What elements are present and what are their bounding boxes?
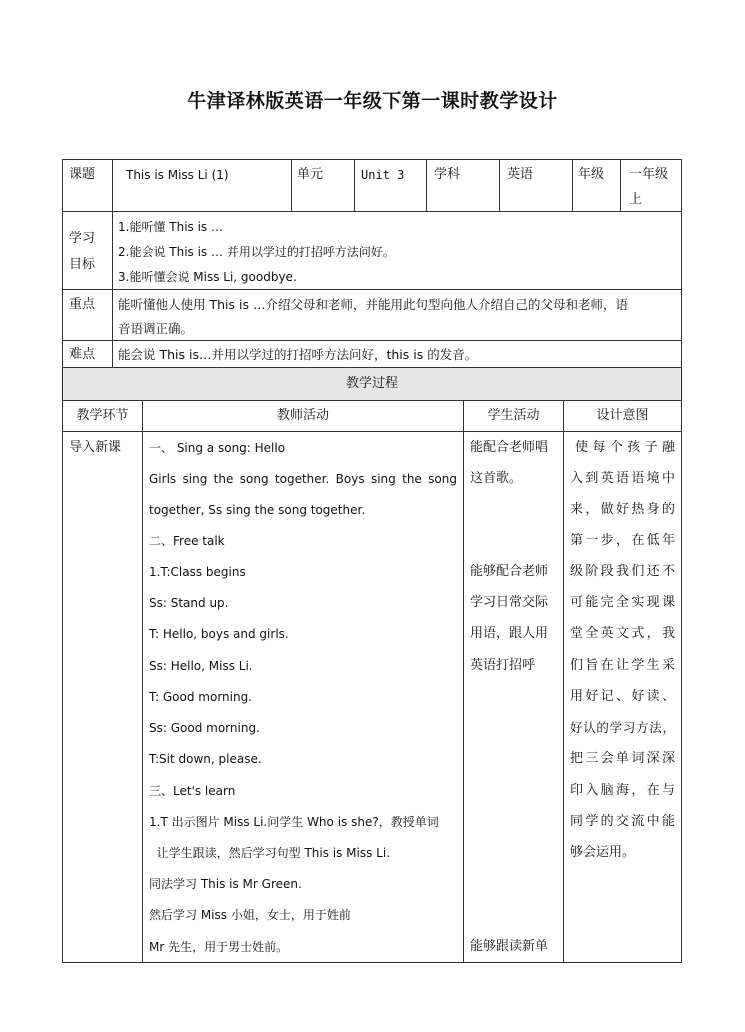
unit-value: Unit 3 bbox=[361, 168, 405, 182]
teacher-line: 让学生跟读，然后学习句型 This is Miss Li. bbox=[149, 846, 391, 860]
student-line: 能配合老师唱 bbox=[470, 440, 549, 455]
student-line: 英语打招呼 bbox=[470, 658, 536, 673]
table-border-right bbox=[681, 159, 682, 963]
col-divider bbox=[572, 159, 573, 211]
teacher-line: T: Good morning. bbox=[149, 690, 253, 704]
subject-label: 学科 bbox=[434, 167, 461, 182]
col-divider bbox=[499, 159, 500, 211]
col-divider bbox=[142, 400, 143, 963]
col-divider bbox=[112, 159, 113, 367]
design-line: 堂全英文式，我 bbox=[570, 626, 675, 641]
design-line: 把三会单词深深 bbox=[570, 751, 675, 766]
student-line: 能够跟读新单 bbox=[470, 939, 549, 954]
student-line: 能够配合老师 bbox=[470, 564, 549, 579]
column-header-teacher: 教师活动 bbox=[276, 408, 329, 423]
teacher-line: 二、Free talk bbox=[149, 534, 225, 548]
goal-item: 1.能听懂 This is … bbox=[118, 220, 224, 234]
design-line: 来，做好热身的 bbox=[570, 502, 675, 517]
design-line: 用好记、好读、 bbox=[570, 689, 675, 704]
col-divider bbox=[354, 159, 355, 211]
row-divider bbox=[62, 431, 682, 432]
student-line: 这首歌。 bbox=[470, 471, 523, 486]
student-line: 学习日常交际 bbox=[470, 595, 549, 610]
key-points-line1: 能听懂他人使用 This is …介绍父母和老师，并能用此句型向他人介绍自己的父母和老师，语 bbox=[118, 297, 628, 312]
col-divider bbox=[463, 400, 464, 963]
design-line: 可能完全实现课 bbox=[570, 595, 675, 610]
page-title: 牛津译林版英语一年级下第一课时教学设计 bbox=[187, 90, 558, 112]
unit-label: 单元 bbox=[297, 167, 324, 182]
teacher-line: 一、 Sing a song: Hello bbox=[149, 441, 286, 455]
process-header: 教学过程 bbox=[345, 376, 398, 391]
key-points-label: 重点 bbox=[69, 297, 96, 312]
topic-value: This is Miss Li (1) bbox=[126, 168, 229, 182]
column-header-design: 设计意图 bbox=[596, 408, 649, 423]
key-points-line2: 音语调正确。 bbox=[118, 321, 194, 336]
teacher-line: Ss: Good morning. bbox=[149, 721, 260, 735]
table-border-bottom bbox=[62, 962, 682, 963]
column-header-student: 学生活动 bbox=[487, 408, 540, 423]
teacher-line: Mr 先生，用于男士姓前。 bbox=[149, 940, 289, 954]
teacher-line: Ss: Hello, Miss Li. bbox=[149, 659, 253, 673]
row-divider bbox=[62, 211, 682, 212]
teacher-line: 然后学习 Miss 小姐，女士，用于姓前 bbox=[149, 908, 351, 922]
difficulties-label: 难点 bbox=[69, 347, 96, 362]
teacher-line: Girls sing the song together. Boys sing the song bbox=[149, 472, 457, 486]
goals-label-line1: 学习 bbox=[69, 231, 96, 246]
col-divider bbox=[563, 400, 564, 963]
difficulties-text: 能会说 This is…并用以学过的打招呼方法问好，this is 的发音。 bbox=[118, 347, 478, 362]
student-line: 用语，跟人用 bbox=[470, 626, 549, 641]
col-divider bbox=[426, 159, 427, 211]
row-divider bbox=[62, 340, 682, 341]
design-line: 够会运用。 bbox=[570, 845, 636, 860]
teacher-line: 1.T:Class begins bbox=[149, 565, 246, 579]
grade-label: 年级 bbox=[578, 167, 605, 182]
design-line: 好认的学习方法， bbox=[570, 720, 675, 735]
design-line: 们旨在让学生采 bbox=[570, 658, 675, 673]
row-divider bbox=[62, 400, 682, 401]
grade-value-line1: 一年级 bbox=[629, 167, 669, 182]
design-line: 印入脑海，在与 bbox=[570, 783, 675, 798]
design-line: 第一步，在低年 bbox=[570, 533, 675, 548]
teacher-line: T: Hello, boys and girls. bbox=[149, 627, 289, 641]
subject-value: 英语 bbox=[507, 167, 534, 182]
row-divider bbox=[62, 289, 682, 290]
col-divider bbox=[620, 159, 621, 211]
design-line: 同学的交流中能 bbox=[570, 814, 675, 829]
table-border-top bbox=[62, 159, 682, 160]
design-line: 级阶段我们还不 bbox=[570, 564, 675, 579]
topic-label: 课题 bbox=[69, 167, 96, 182]
stage-label: 导入新课 bbox=[69, 440, 122, 455]
column-header-stage: 教学环节 bbox=[76, 408, 129, 423]
table-border-left bbox=[62, 159, 63, 963]
design-line: 使每个孩子融 bbox=[575, 440, 675, 455]
teacher-line: 三、Let's learn bbox=[149, 784, 236, 798]
goals-label-line2: 目标 bbox=[69, 257, 96, 272]
col-divider bbox=[291, 159, 292, 211]
teacher-line: T:Sit down, please. bbox=[149, 752, 262, 766]
teacher-line: 同法学习 This is Mr Green. bbox=[149, 877, 302, 891]
design-line: 入到英语语境中 bbox=[570, 471, 675, 486]
goal-item: 3.能听懂会说 Miss Li, goodbye. bbox=[118, 270, 297, 284]
teacher-line: Ss: Stand up. bbox=[149, 596, 229, 610]
goal-item: 2.能会说 This is … 并用以学过的打招呼方法问好。 bbox=[118, 245, 395, 259]
teacher-line: 1.T 出示图片 Miss Li.问学生 Who is she?，教授单词 bbox=[149, 815, 439, 829]
teacher-line: together, Ss sing the song together. bbox=[149, 503, 366, 517]
grade-value-line2: 上 bbox=[629, 192, 643, 207]
